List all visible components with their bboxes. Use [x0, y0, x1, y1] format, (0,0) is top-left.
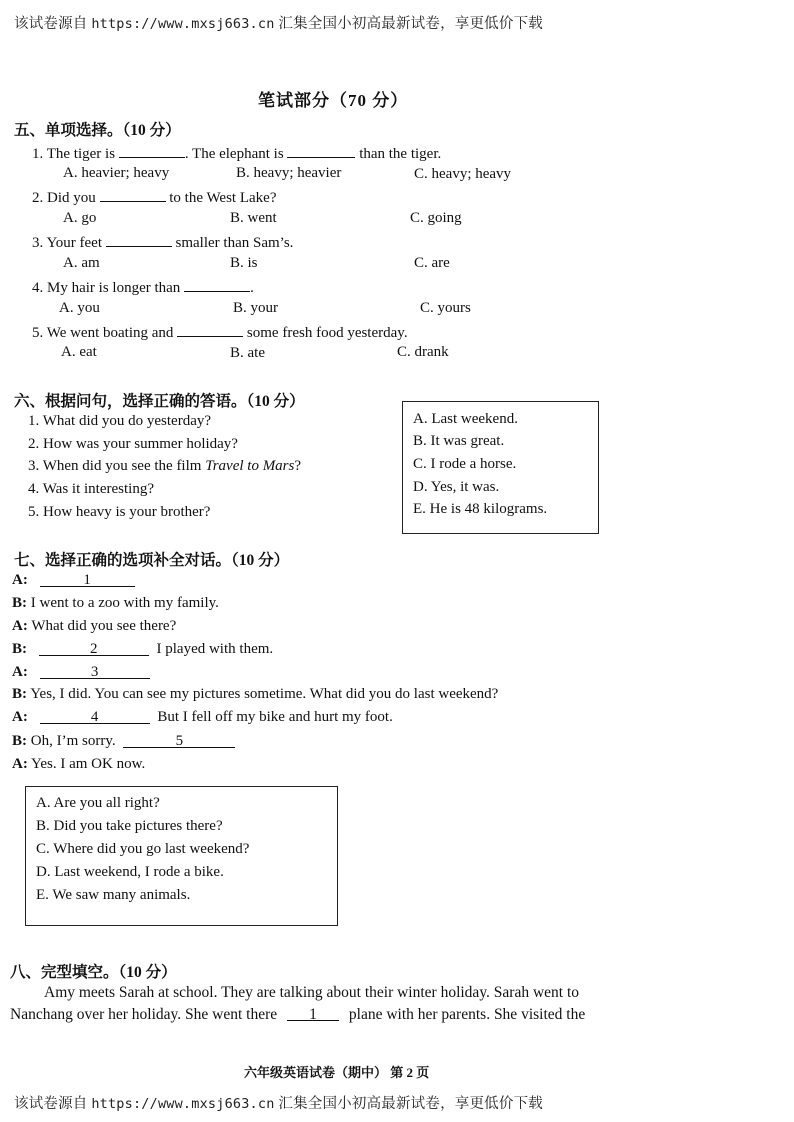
q6-1: 1. What did you do yesterday?: [28, 413, 212, 429]
dialog-line-3: A: What did you see there?: [12, 618, 177, 634]
q6-4: 4. Was it interesting?: [28, 481, 154, 497]
dialog-option[interactable]: C. Where did you go last weekend?: [36, 841, 250, 857]
page-footer: 六年级英语试卷（期中） 第 2 页: [244, 1065, 430, 1080]
q6-2: 2. How was your summer holiday?: [28, 436, 238, 452]
q5-5-option-c[interactable]: C. drank: [397, 344, 449, 360]
answer-blank[interactable]: [106, 232, 172, 247]
source-url[interactable]: https://www.mxsj663.cn: [91, 1096, 275, 1112]
source-suffix: 汇集全国小初高最新试卷，享更低价下载: [278, 16, 543, 32]
q5-1-option-a[interactable]: A. heavier; heavy: [63, 165, 170, 181]
dialog-option[interactable]: E. We saw many animals.: [36, 887, 191, 903]
dialog-line-4: B: 2 I played with them.: [12, 641, 274, 657]
answer-blank[interactable]: [184, 277, 250, 292]
dialog-option[interactable]: D. Last weekend, I rode a bike.: [36, 864, 224, 880]
source-note-bottom: [14, 1092, 543, 1113]
answer-option[interactable]: B. It was great.: [413, 433, 505, 449]
q5-3: 3. Your feet smaller than Sam’s.: [32, 232, 293, 252]
dialog-option[interactable]: B. Did you take pictures there?: [36, 818, 223, 834]
section6-answer-box: [402, 401, 599, 534]
q5-3-option-a[interactable]: A. am: [63, 255, 100, 271]
dialog-line-5: A: 3: [12, 664, 150, 681]
q5-4: 4. My hair is longer than .: [32, 277, 254, 297]
q5-4-option-b[interactable]: B. your: [233, 300, 278, 316]
q5-2-option-b[interactable]: B. went: [230, 210, 277, 226]
q5-5-option-a[interactable]: A. eat: [61, 344, 97, 360]
dialog-line-7: A: 4 But I fell off my bike and hurt my foot.: [12, 709, 393, 725]
cloze-line-2: Nanchang over her holiday. She went there 1 plane with her parents. She visited the: [10, 1006, 586, 1023]
q5-1-option-c[interactable]: C. heavy; heavy: [414, 166, 512, 182]
q6-3: 3. When did you see the film Travel to Mars?: [28, 458, 302, 474]
q6-5: 5. How heavy is your brother?: [28, 504, 211, 520]
q5-3-option-c[interactable]: C. are: [414, 255, 450, 271]
dialog-option[interactable]: A. Are you all right?: [36, 795, 160, 811]
answer-option[interactable]: D. Yes, it was.: [413, 479, 500, 495]
answer-blank[interactable]: [119, 143, 185, 158]
source-note-top: [14, 12, 543, 33]
q5-4-option-a[interactable]: A. you: [59, 300, 100, 316]
q5-2: 2. Did you to the West Lake?: [32, 187, 276, 207]
q5-3-option-b[interactable]: B. is: [230, 255, 258, 271]
q5-2-option-a[interactable]: A. go: [63, 210, 97, 226]
section8-heading: 八、完型填空。（10 分）: [10, 964, 177, 981]
dialog-line-6: B: Yes, I did. You can see my pictures sometime. What did you do last weekend?: [12, 686, 499, 702]
q5-4-option-c[interactable]: C. yours: [420, 300, 471, 316]
source-suffix: 汇集全国小初高最新试卷，享更低价下载: [278, 1096, 543, 1112]
cloze-line-1: Amy meets Sarah at school. They are talking about their winter holiday. Sarah went to: [44, 984, 580, 1001]
dialog-line-2: B: I went to a zoo with my family.: [12, 595, 219, 611]
answer-blank[interactable]: [287, 143, 355, 158]
answer-blank[interactable]: [177, 322, 243, 337]
section7-heading: 七、选择正确的选项补全对话。（10 分）: [14, 552, 290, 569]
source-prefix: 该试卷源自: [14, 16, 88, 32]
answer-option[interactable]: E. He is 48 kilograms.: [413, 501, 548, 517]
q5-5-option-b[interactable]: B. ate: [230, 345, 265, 361]
dialog-blank-2[interactable]: 2: [39, 641, 149, 656]
q5-5: 5. We went boating and some fresh food yesterday.: [32, 322, 408, 342]
dialog-blank-3[interactable]: 3: [40, 664, 150, 679]
film-title: Travel to Mars: [205, 458, 295, 474]
section7-option-box: [25, 786, 338, 926]
dialog-blank-5[interactable]: 5: [123, 733, 235, 748]
dialog-blank-1[interactable]: 1: [40, 572, 135, 587]
answer-option[interactable]: A. Last weekend.: [413, 411, 518, 427]
answer-blank[interactable]: [100, 187, 166, 202]
dialog-blank-4[interactable]: 4: [40, 709, 150, 724]
dialog-line-8: B: Oh, I’m sorry. 5: [12, 733, 235, 750]
cloze-blank-1[interactable]: 1: [287, 1006, 339, 1021]
q5-1: 1. The tiger is . The elephant is than the tiger.: [32, 143, 441, 163]
section5-heading: 五、单项选择。（10 分）: [14, 122, 181, 139]
q5-2-option-c[interactable]: C. going: [410, 210, 462, 226]
page-title: 笔试部分（70 分）: [258, 91, 409, 110]
dialog-line-1: A: 1: [12, 572, 135, 589]
source-prefix: 该试卷源自: [14, 1096, 88, 1112]
source-url[interactable]: https://www.mxsj663.cn: [91, 16, 275, 32]
answer-option[interactable]: C. I rode a horse.: [413, 456, 517, 472]
q5-1-option-b[interactable]: B. heavy; heavier: [236, 165, 342, 181]
section6-heading: 六、根据问句，选择正确的答语。（10 分）: [14, 393, 305, 410]
dialog-line-9: A: Yes. I am OK now.: [12, 756, 146, 772]
